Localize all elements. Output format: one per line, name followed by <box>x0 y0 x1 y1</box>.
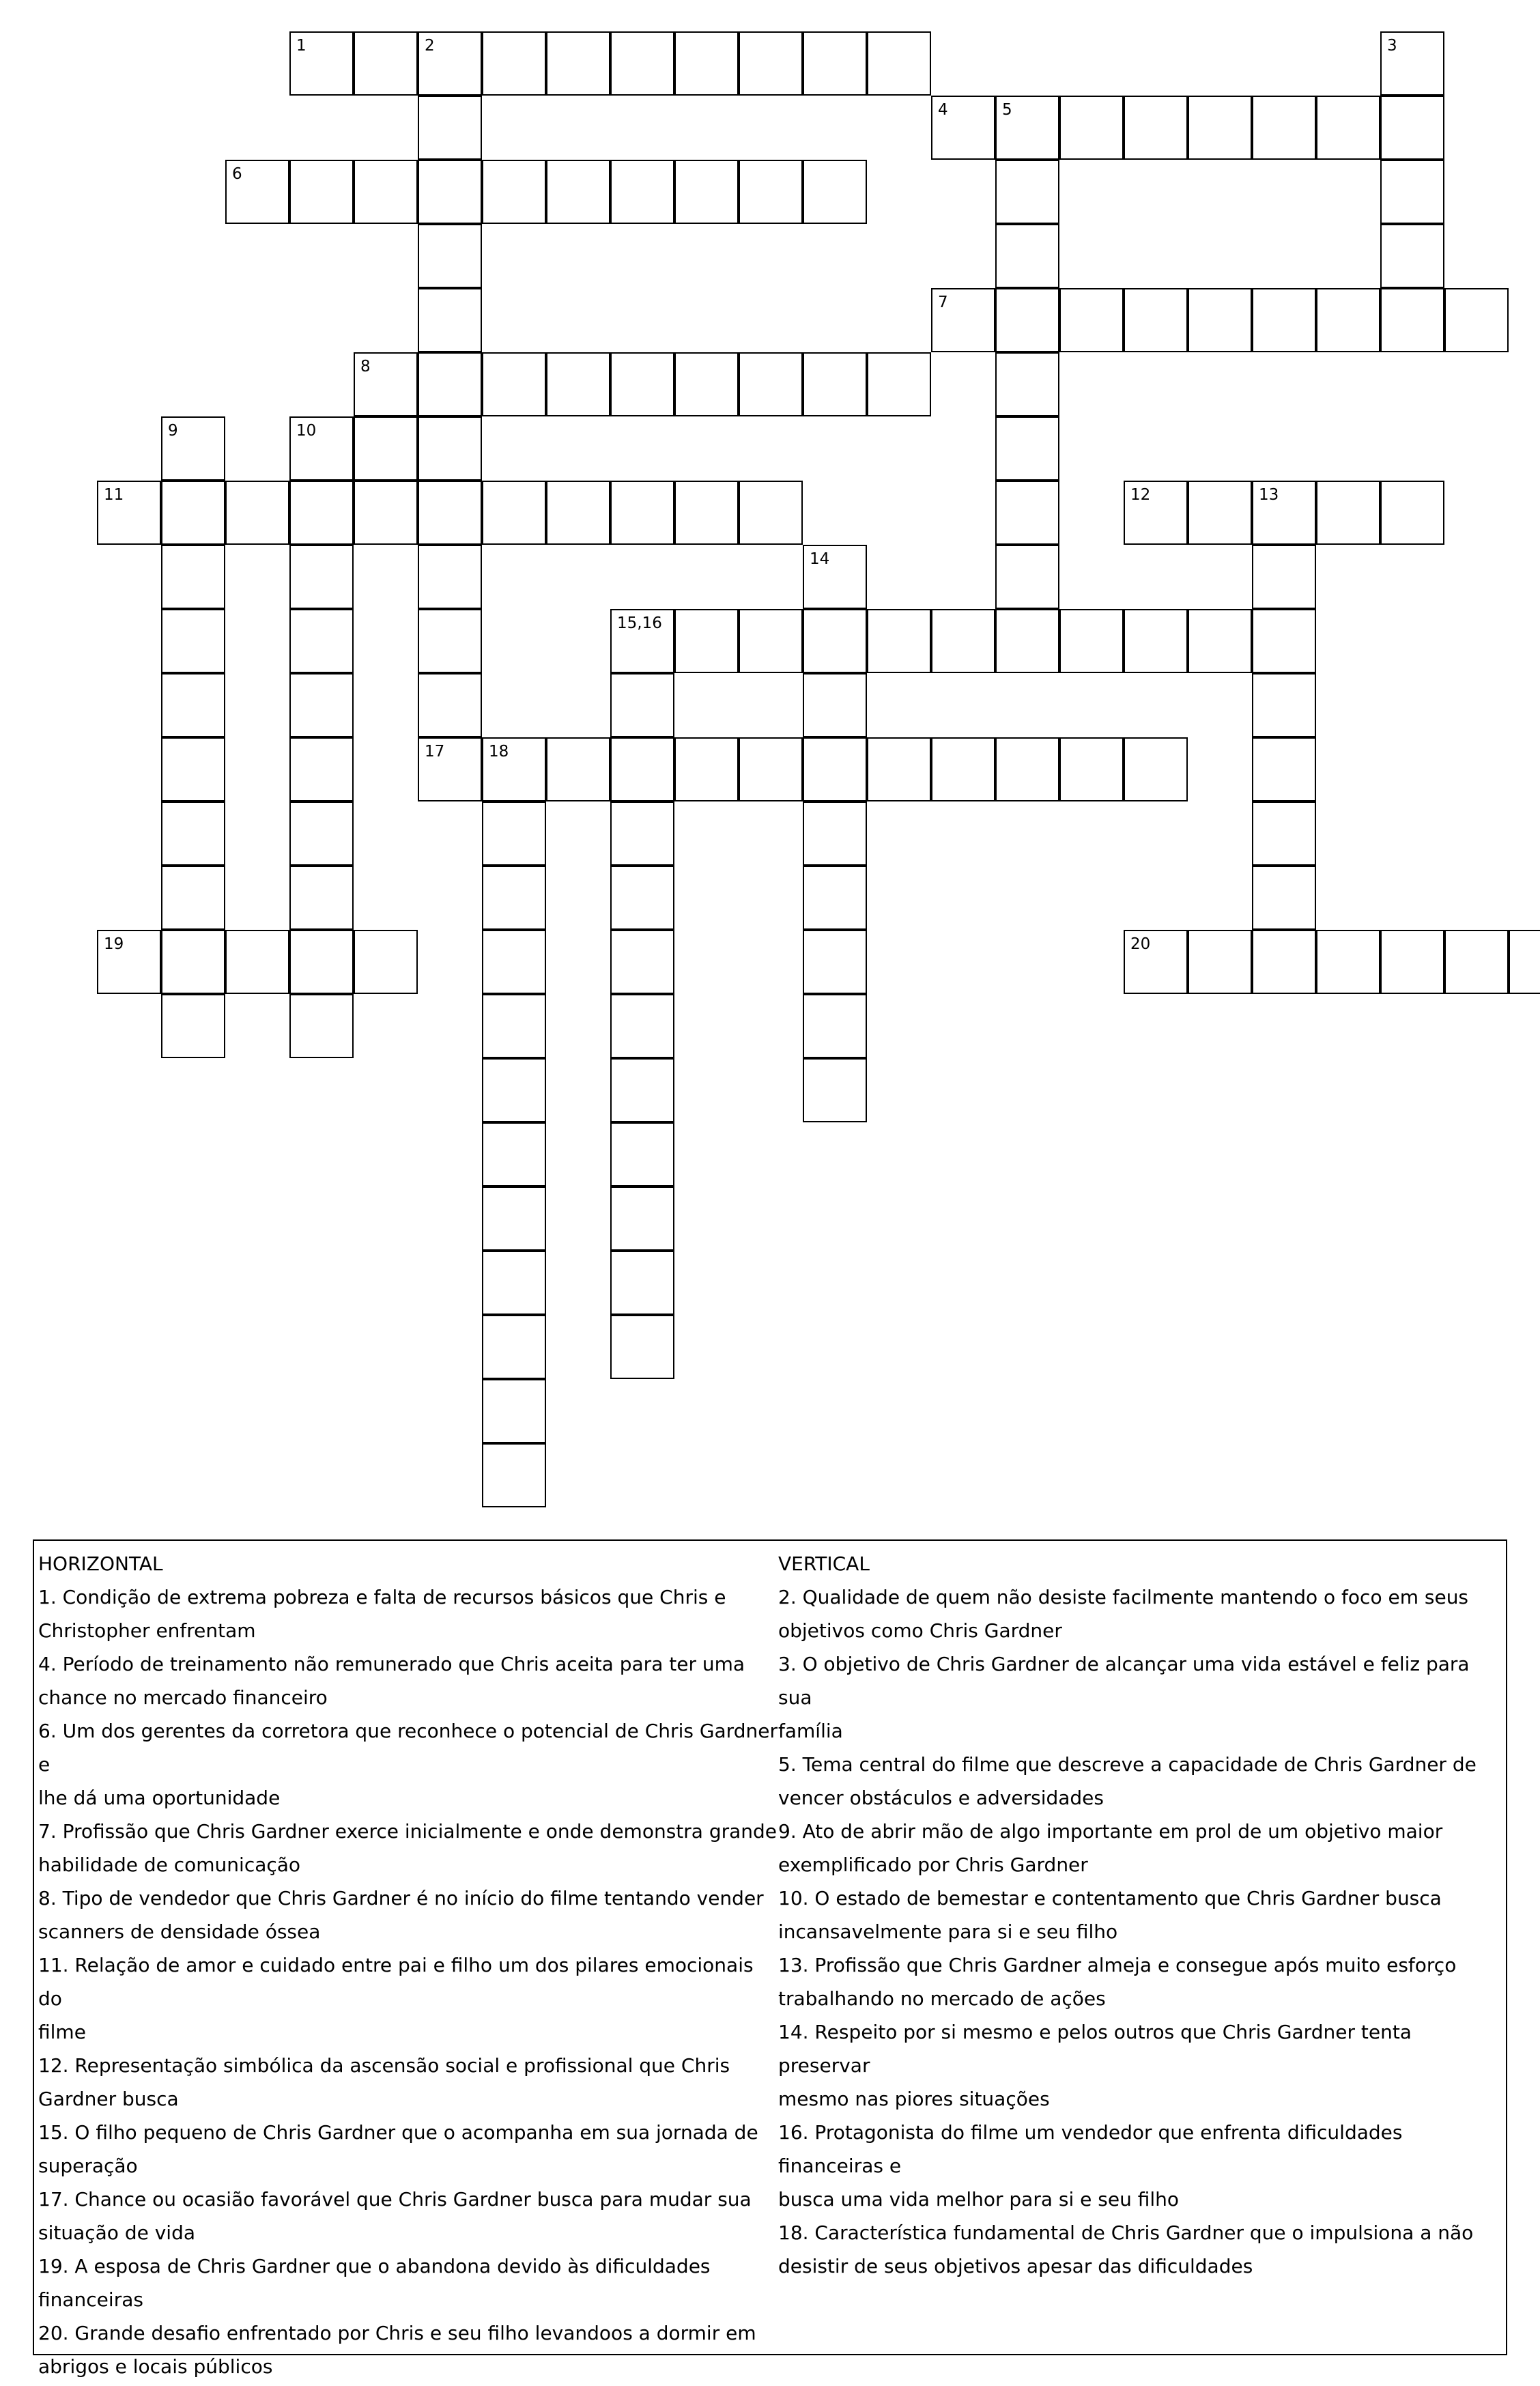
grid-cell[interactable] <box>482 1122 546 1187</box>
clue-line: 4. Período de treinamento não remunerado que Chris aceita para ter uma <box>38 1653 745 1675</box>
grid-cell[interactable] <box>995 481 1059 545</box>
grid-cell[interactable] <box>289 866 354 930</box>
grid-cell[interactable] <box>610 352 674 416</box>
clue-line: 16. Protagonista do filme um vendedor que enfrenta dificuldades financeiras e <box>778 2121 1403 2177</box>
grid-cell[interactable] <box>803 866 867 930</box>
clue-number: 8 <box>360 358 371 375</box>
grid-cell[interactable] <box>995 609 1059 673</box>
grid-cell[interactable] <box>1252 673 1316 737</box>
grid-cell[interactable] <box>418 481 482 545</box>
clue-line: 6. Um dos gerentes da corretora que reconhece o potencial de Chris Gardner e <box>38 1720 778 1776</box>
grid-cell[interactable] <box>1059 737 1124 801</box>
grid-cell[interactable] <box>739 737 803 801</box>
grid-cell[interactable] <box>1380 224 1444 288</box>
grid-cell[interactable] <box>161 416 225 481</box>
grid-cell[interactable] <box>418 545 482 609</box>
grid-cell[interactable] <box>289 481 354 545</box>
grid-cell[interactable] <box>289 930 354 994</box>
grid-cell[interactable] <box>1124 288 1188 352</box>
clue-line: 18. Característica fundamental de Chris Gardner que o impulsiona a não <box>778 2221 1474 2244</box>
grid-cell[interactable] <box>225 481 289 545</box>
grid-cell[interactable] <box>739 31 803 96</box>
grid-cell[interactable] <box>1252 288 1316 352</box>
grid-cell[interactable] <box>482 160 546 224</box>
grid-cell[interactable] <box>610 160 674 224</box>
clue-number: 9 <box>168 422 178 440</box>
grid-cell[interactable] <box>803 801 867 866</box>
clue-number: 7 <box>938 294 948 311</box>
grid-cell[interactable] <box>610 737 674 801</box>
grid-cell[interactable] <box>482 1251 546 1315</box>
grid-cell[interactable] <box>482 1187 546 1251</box>
grid-cell[interactable] <box>289 673 354 737</box>
grid-cell[interactable] <box>610 1251 674 1315</box>
grid-cell[interactable] <box>1252 96 1316 160</box>
grid-cell[interactable] <box>1124 481 1188 545</box>
grid-cell[interactable] <box>867 609 931 673</box>
grid-cell[interactable] <box>674 609 739 673</box>
grid-cell[interactable] <box>482 994 546 1058</box>
clue-number: 1 <box>296 37 306 55</box>
grid-cell[interactable] <box>1380 288 1444 352</box>
clue-number: 14 <box>810 550 830 568</box>
grid-cell[interactable] <box>931 288 995 352</box>
grid-cell[interactable] <box>1252 609 1316 673</box>
grid-cell[interactable] <box>225 160 289 224</box>
grid-cell[interactable] <box>995 224 1059 288</box>
grid-cell[interactable] <box>803 930 867 994</box>
grid-cell[interactable] <box>674 31 739 96</box>
clue-line: 17. Chance ou ocasião favorável que Chris Gardner busca para mudar sua <box>38 2188 752 2211</box>
grid-cell[interactable] <box>482 1379 546 1443</box>
clue-line: 10. O estado de bemestar e contentamento que Chris Gardner busca <box>778 1887 1442 1909</box>
grid-cell[interactable] <box>995 160 1059 224</box>
grid-cell[interactable] <box>161 609 225 673</box>
clue-number: 19 <box>104 935 124 953</box>
grid-cell[interactable] <box>161 545 225 609</box>
clue-line: busca uma vida melhor para si e seu filho <box>778 2188 1180 2211</box>
grid-cell[interactable] <box>482 1058 546 1122</box>
grid-cell[interactable] <box>97 930 161 994</box>
grid-cell[interactable] <box>1252 801 1316 866</box>
grid-cell[interactable] <box>418 416 482 481</box>
grid-cell[interactable] <box>1188 96 1252 160</box>
grid-cell[interactable] <box>354 352 418 416</box>
clue-line: filme <box>38 2021 86 2043</box>
grid-cell[interactable] <box>674 481 739 545</box>
grid-cell[interactable] <box>1380 160 1444 224</box>
clue-line: trabalhando no mercado de ações <box>778 1987 1106 2010</box>
grid-cell[interactable] <box>161 930 225 994</box>
grid-cell[interactable] <box>161 994 225 1058</box>
grid-cell[interactable] <box>931 737 995 801</box>
clue-line: 19. A esposa de Chris Gardner que o abandona devido às dificuldades <box>38 2255 711 2277</box>
clue-line: lhe dá uma oportunidade <box>38 1787 281 1809</box>
grid-cell[interactable] <box>482 481 546 545</box>
clue-line: situação de vida <box>38 2221 196 2244</box>
grid-cell[interactable] <box>1316 96 1380 160</box>
grid-cell[interactable] <box>1252 737 1316 801</box>
grid-cell[interactable] <box>546 481 610 545</box>
grid-cell[interactable] <box>803 609 867 673</box>
grid-cell[interactable] <box>1124 96 1188 160</box>
grid-cell[interactable] <box>610 1315 674 1379</box>
grid-cell[interactable] <box>1188 481 1252 545</box>
clue-number: 2 <box>425 37 435 55</box>
grid-cell[interactable] <box>225 930 289 994</box>
grid-cell[interactable] <box>482 31 546 96</box>
grid-cell[interactable] <box>482 737 546 801</box>
clue-number: 3 <box>1387 37 1397 55</box>
grid-cell[interactable] <box>995 737 1059 801</box>
clue-line: objetivos como Chris Gardner <box>778 1619 1062 1642</box>
horizontal-clues-list <box>38 1580 782 2383</box>
grid-cell[interactable] <box>1188 930 1252 994</box>
grid-cell[interactable] <box>674 737 739 801</box>
grid-cell[interactable] <box>354 416 418 481</box>
grid-cell[interactable] <box>354 930 418 994</box>
clue-line: 15. O filho pequeno de Chris Gardner que o acompanha em sua jornada de <box>38 2121 758 2144</box>
grid-cell[interactable] <box>161 737 225 801</box>
grid-cell[interactable] <box>867 31 931 96</box>
clue-number: 18 <box>489 743 509 761</box>
clue-line: 11. Relação de amor e cuidado entre pai e filho um dos pilares emocionais do <box>38 1954 754 2010</box>
grid-cell[interactable] <box>867 352 931 416</box>
grid-cell[interactable] <box>482 1315 546 1379</box>
grid-cell[interactable] <box>482 930 546 994</box>
grid-cell[interactable] <box>1188 609 1252 673</box>
grid-cell[interactable] <box>418 96 482 160</box>
clue-line: família <box>778 1720 843 1742</box>
clue-line: 13. Profissão que Chris Gardner almeja e consegue após muito esforço <box>778 1954 1457 1976</box>
grid-cell[interactable] <box>1252 866 1316 930</box>
grid-cell[interactable] <box>803 737 867 801</box>
grid-cell[interactable] <box>1188 288 1252 352</box>
grid-cell[interactable] <box>546 737 610 801</box>
clue-line: financeiras <box>38 2288 143 2311</box>
grid-cell[interactable] <box>803 994 867 1058</box>
clue-line: 12. Representação simbólica da ascensão social e profissional que Chris <box>38 2054 730 2077</box>
clue-number: 5 <box>1002 101 1012 119</box>
clue-line: Gardner busca <box>38 2088 179 2110</box>
grid-cell[interactable] <box>1252 545 1316 609</box>
grid-cell[interactable] <box>610 801 674 866</box>
clue-number: 15,16 <box>617 614 662 632</box>
grid-cell[interactable] <box>97 481 161 545</box>
grid-cell[interactable] <box>289 31 354 96</box>
grid-cell[interactable] <box>289 994 354 1058</box>
grid-cell[interactable] <box>610 994 674 1058</box>
grid-cell[interactable] <box>803 31 867 96</box>
grid-cell[interactable] <box>610 31 674 96</box>
clue-line: 1. Condição de extrema pobreza e falta de recursos básicos que Chris e <box>38 1586 726 1608</box>
clue-line: 14. Respeito por si mesmo e pelos outros que Chris Gardner tenta preservar <box>778 2021 1412 2077</box>
grid-cell[interactable] <box>354 31 418 96</box>
grid-cell[interactable] <box>610 481 674 545</box>
clue-line: exemplificado por Chris Gardner <box>778 1854 1088 1876</box>
grid-cell[interactable] <box>354 160 418 224</box>
grid-cell[interactable] <box>610 1122 674 1187</box>
grid-cell[interactable] <box>289 737 354 801</box>
clue-number: 17 <box>425 743 445 761</box>
grid-cell[interactable] <box>1124 930 1188 994</box>
grid-cell[interactable] <box>803 545 867 609</box>
grid-cell[interactable] <box>546 31 610 96</box>
vertical-clues-list <box>778 1580 1507 2283</box>
grid-cell[interactable] <box>803 160 867 224</box>
clue-line: 7. Profissão que Chris Gardner exerce inicialmente e onde demonstra grande <box>38 1820 778 1843</box>
grid-cell[interactable] <box>546 352 610 416</box>
clue-line: 5. Tema central do filme que descreve a capacidade de Chris Gardner de <box>778 1753 1477 1776</box>
grid-cell[interactable] <box>1124 609 1188 673</box>
clue-line: 20. Grande desafio enfrentado por Chris e seu filho levandoos a dormir em <box>38 2322 756 2344</box>
clue-number: 11 <box>104 486 124 504</box>
grid-cell[interactable] <box>418 224 482 288</box>
grid-cell[interactable] <box>610 1187 674 1251</box>
vertical-clues-column <box>778 1548 1507 2283</box>
clues-panel <box>33 1539 1507 2378</box>
clue-number: 13 <box>1259 486 1279 504</box>
grid-cell[interactable] <box>1316 930 1380 994</box>
horizontal-clues-title: HORIZONTAL <box>38 1552 163 1575</box>
grid-cell[interactable] <box>1444 930 1509 994</box>
clue-line: 3. O objetivo de Chris Gardner de alcançar uma vida estável e feliz para sua <box>778 1653 1470 1709</box>
grid-cell[interactable] <box>1316 288 1380 352</box>
grid-cell[interactable] <box>1059 288 1124 352</box>
grid-cell[interactable] <box>610 609 674 673</box>
clue-line: superação <box>38 2155 138 2177</box>
grid-cell[interactable] <box>1124 737 1188 801</box>
clue-line: desistir de seus objetivos apesar das dificuldades <box>778 2255 1253 2277</box>
grid-cell[interactable] <box>1380 96 1444 160</box>
clue-line: chance no mercado financeiro <box>38 1686 328 1709</box>
grid-cell[interactable] <box>289 545 354 609</box>
grid-cell[interactable] <box>161 801 225 866</box>
grid-cell[interactable] <box>803 673 867 737</box>
grid-cell[interactable] <box>1380 31 1444 96</box>
clue-number: 20 <box>1130 935 1151 953</box>
grid-cell[interactable] <box>1380 481 1444 545</box>
grid-cell[interactable] <box>354 481 418 545</box>
clue-line: scanners de densidade óssea <box>38 1920 321 1943</box>
grid-cell[interactable] <box>995 545 1059 609</box>
grid-cell[interactable] <box>161 481 225 545</box>
clue-line: vencer obstáculos e adversidades <box>778 1787 1104 1809</box>
grid-cell[interactable] <box>482 866 546 930</box>
grid-cell[interactable] <box>995 416 1059 481</box>
grid-cell[interactable] <box>931 609 995 673</box>
clue-line: incansavelmente para si e seu filho <box>778 1920 1118 1943</box>
grid-cell[interactable] <box>161 866 225 930</box>
grid-cell[interactable] <box>1252 481 1316 545</box>
clue-line: 2. Qualidade de quem não desiste facilmente mantendo o foco em seus <box>778 1586 1469 1608</box>
grid-cell[interactable] <box>1444 288 1509 352</box>
grid-cell[interactable] <box>995 288 1059 352</box>
clue-line: habilidade de comunicação <box>38 1854 301 1876</box>
clue-line: Christopher enfrentam <box>38 1619 256 1642</box>
grid-cell[interactable] <box>418 609 482 673</box>
clue-number: 10 <box>296 422 317 440</box>
grid-cell[interactable] <box>739 481 803 545</box>
grid-cell[interactable] <box>482 1443 546 1507</box>
horizontal-clues-column <box>38 1548 782 2383</box>
grid-cell[interactable] <box>289 416 354 481</box>
clue-number: 4 <box>938 101 948 119</box>
clue-line: 9. Ato de abrir mão de algo importante em prol de um objetivo maior <box>778 1820 1443 1843</box>
grid-cell[interactable] <box>610 866 674 930</box>
grid-cell[interactable] <box>739 609 803 673</box>
grid-cell[interactable] <box>1509 930 1540 994</box>
clue-number: 6 <box>232 165 242 183</box>
clue-line: mesmo nas piores situações <box>778 2088 1050 2110</box>
grid-cell[interactable] <box>739 352 803 416</box>
grid-cell[interactable] <box>610 1058 674 1122</box>
vertical-clues-title: VERTICAL <box>778 1552 870 1575</box>
grid-cell[interactable] <box>995 352 1059 416</box>
grid-cell[interactable] <box>610 673 674 737</box>
grid-cell[interactable] <box>1059 609 1124 673</box>
grid-cell[interactable] <box>867 737 931 801</box>
grid-cell[interactable] <box>674 160 739 224</box>
grid-cell[interactable] <box>1059 96 1124 160</box>
grid-cell[interactable] <box>546 160 610 224</box>
grid-cell[interactable] <box>739 160 803 224</box>
clue-number: 12 <box>1130 486 1151 504</box>
grid-cell[interactable] <box>803 1058 867 1122</box>
clue-line: abrigos e locais públicos <box>38 2355 273 2378</box>
grid-cell[interactable] <box>482 352 546 416</box>
grid-cell[interactable] <box>418 160 482 224</box>
grid-cell[interactable] <box>482 801 546 866</box>
grid-cell[interactable] <box>161 673 225 737</box>
grid-cell[interactable] <box>803 352 867 416</box>
grid-cell[interactable] <box>289 160 354 224</box>
grid-cell[interactable] <box>289 609 354 673</box>
clue-line: 8. Tipo de vendedor que Chris Gardner é no início do filme tentando vender <box>38 1887 764 1909</box>
grid-cell[interactable] <box>610 930 674 994</box>
grid-cell[interactable] <box>418 352 482 416</box>
grid-cell[interactable] <box>1316 481 1380 545</box>
grid-cell[interactable] <box>1252 930 1316 994</box>
grid-cell[interactable] <box>418 673 482 737</box>
grid-cell[interactable] <box>289 801 354 866</box>
grid-cell[interactable] <box>931 96 995 160</box>
grid-cell[interactable] <box>418 31 482 96</box>
grid-cell[interactable] <box>418 288 482 352</box>
grid-cell[interactable] <box>674 352 739 416</box>
grid-cell[interactable] <box>1380 930 1444 994</box>
grid-cell[interactable] <box>995 96 1059 160</box>
grid-cell[interactable] <box>418 737 482 801</box>
